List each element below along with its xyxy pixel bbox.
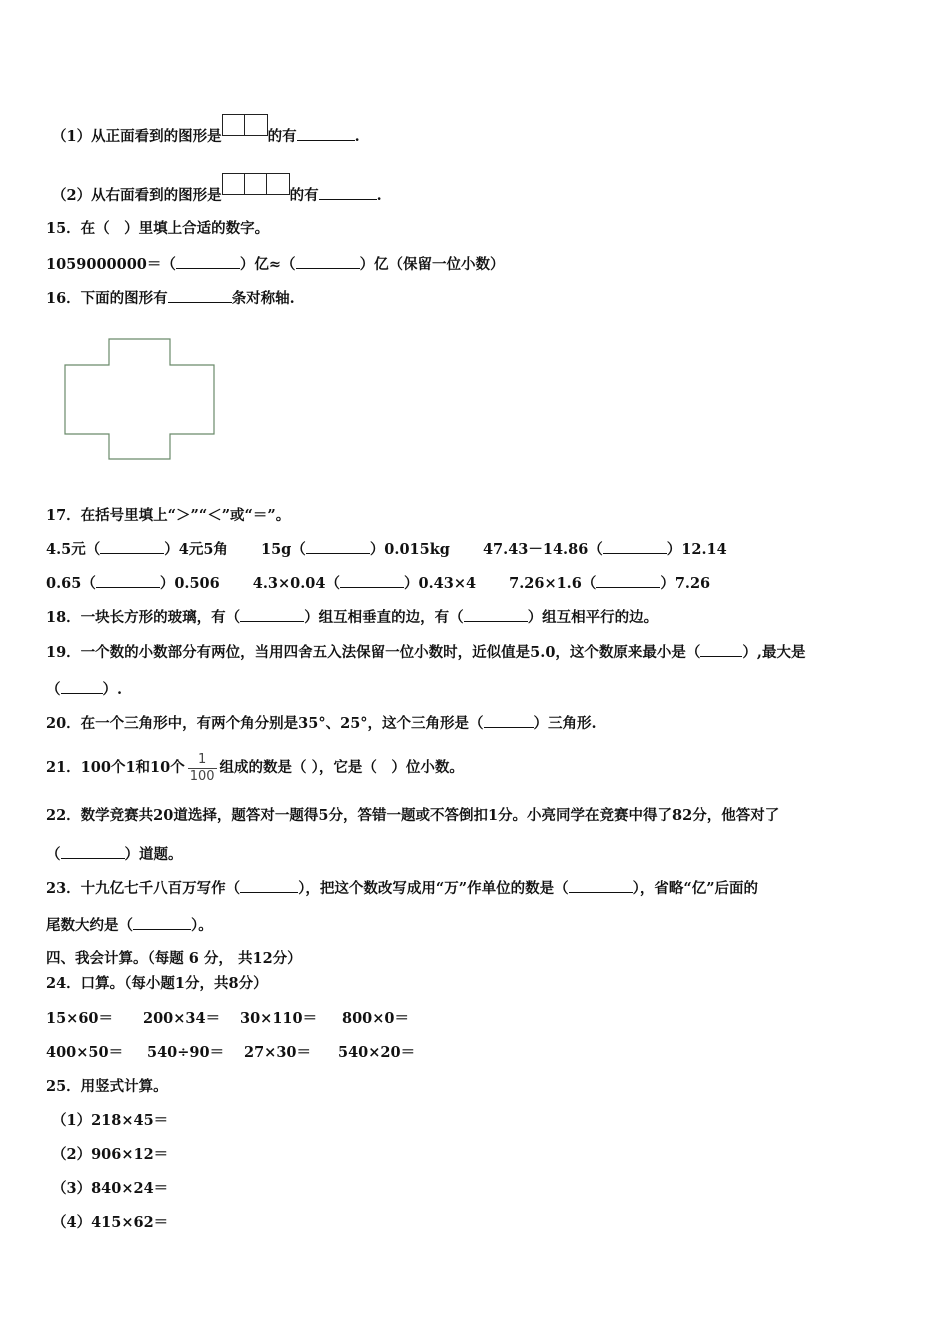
q17-row2: 0.65（ ）0.506 4.3×0.04（ ）0.43×4 7.26×1.6（ ）7.26 [46, 575, 711, 592]
answer-blank[interactable] [61, 679, 103, 694]
q24-title: 24．口算。（每小题1分，共8分） [46, 975, 268, 992]
q16-line: 16．下面的图形有 条对称轴. [46, 290, 295, 307]
answer-blank[interactable] [297, 126, 355, 141]
answer-blank[interactable] [296, 254, 360, 269]
answer-blank[interactable] [603, 539, 667, 554]
q14-sub1-post: 的有 [267, 128, 297, 145]
q17-title: 17．在括号里填上“＞”“＜”或“＝”。 [46, 507, 291, 524]
q14-sub2-post: 的有 [289, 187, 319, 204]
fraction-one-hundredth: $\frac{1}{100}$ [189, 751, 215, 784]
q23-line2: 尾数大约是（ ）。 [46, 917, 213, 934]
q15-line: 1059000000＝（ ）亿≈（ ）亿（保留一位小数） [46, 256, 505, 273]
answer-blank[interactable] [319, 185, 377, 200]
q14-sub1-text: （1）从正面看到的图形是 [52, 128, 222, 145]
q18-line: 18．一块长方形的玻璃，有（ ）组互相垂直的边，有（ ）组互相平行的边。 [46, 609, 659, 626]
section-four-title: 四、我会计算。（每题 6 分， 共12分） [46, 950, 302, 967]
answer-blank[interactable] [133, 915, 191, 930]
answer-blank[interactable] [484, 713, 534, 728]
answer-blank[interactable] [176, 254, 240, 269]
answer-blank[interactable] [100, 539, 164, 554]
answer-blank[interactable] [61, 844, 125, 859]
cross-shape-figure [60, 336, 220, 462]
q23-line1: 23．十九亿七千八百万写作（ ），把这个数改写成用“万”作单位的数是（ ），省略“亿”后面的 [46, 880, 759, 897]
q14-sub2-text: （2）从右面看到的图形是 [52, 187, 222, 204]
q22-line1: 22．数学竞赛共20道选择，题答对一题得5分，答错一题或不答倒扣1分。小亮同学在竞赛中得了82分，他答对了 [46, 807, 780, 824]
answer-blank[interactable] [700, 642, 742, 657]
q19-line2: （ ）. [46, 681, 123, 698]
answer-blank[interactable] [96, 573, 160, 588]
q25-item-4: （4）415×62＝ [52, 1214, 169, 1231]
q22-line2: （ ）道题。 [46, 846, 183, 863]
q14-sub2: （2）从右面看到的图形是 的有 . [52, 173, 382, 206]
q19-line1: 19．一个数的小数部分有两位，当用四舍五入法保留一位小数时，近似值是5.0，这个数原来最小是（ ）,最大是 [46, 644, 806, 661]
q25-item-1: （1）218×45＝ [52, 1112, 169, 1129]
q17-row1: 4.5元（ ）4元5角 15g（ ）0.015kg 47.43－14.86（ ）12.14 [46, 541, 727, 558]
answer-blank[interactable] [340, 573, 404, 588]
q14-sub1: （1）从正面看到的图形是 的有 . [52, 114, 360, 147]
answer-blank[interactable] [240, 607, 304, 622]
answer-blank[interactable] [240, 878, 298, 893]
answer-blank[interactable] [596, 573, 660, 588]
q15-title: 15．在（ ）里填上合适的数字。 [46, 220, 270, 237]
q25-title: 25．用竖式计算。 [46, 1078, 168, 1095]
q25-item-3: （3）840×24＝ [52, 1180, 169, 1197]
answer-blank[interactable] [464, 607, 528, 622]
two-cell-figure [222, 114, 268, 136]
answer-blank[interactable] [306, 539, 370, 554]
q21-line: 21．100个1和10个 $\frac{1}{100}$ 组成的数是（ ），它是（ ）位小数。 [46, 751, 464, 784]
three-cell-figure [222, 173, 290, 195]
answer-blank[interactable] [569, 878, 633, 893]
q25-item-2: （2）906×12＝ [52, 1146, 169, 1163]
q20-line: 20．在一个三角形中，有两个角分别是35°、25°，这个三角形是（ ）三角形. [46, 715, 597, 732]
answer-blank[interactable] [168, 288, 232, 303]
